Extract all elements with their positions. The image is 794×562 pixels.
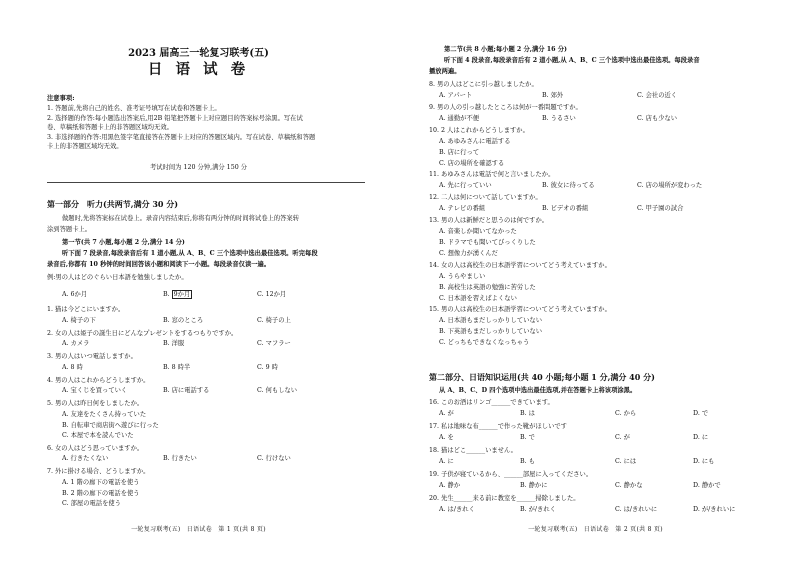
option: B. は — [520, 409, 535, 417]
option: B. 8 時半 — [163, 363, 191, 371]
option: C. 店の場所を確認する — [439, 159, 505, 167]
question: 11. あゆみさんは電話で何と言いましたか。 — [429, 171, 555, 179]
question: 1. 猫は今どこにいますか。 — [47, 306, 125, 313]
question: 6. 女の人はどう思っていますか。 — [47, 444, 144, 452]
option: A. カメラ — [62, 340, 90, 348]
option: B. が/きれく — [520, 505, 556, 513]
option: A. 先に行っていい — [439, 182, 492, 190]
grammar-question: 17. 私は地味な布______で作った靴がほしいです — [429, 422, 567, 430]
option: C. 会社の近く — [637, 91, 678, 99]
option: B. ビデオの番組 — [542, 205, 589, 213]
option: A. が — [439, 409, 454, 417]
grammar-question: 19. 子供が寝ているから、______部屋に入ってください。 — [429, 470, 593, 478]
note-line: 1. 答题前,先将自己的姓名、准考证号填写在试卷和答题卡上。 — [47, 105, 221, 112]
option: C. が — [615, 433, 630, 441]
part1-heading: 第一部分 听力(共两节,满分 30 分) — [47, 199, 179, 209]
option: C. 行けない — [257, 455, 291, 463]
option: C. 9 時 — [257, 363, 278, 371]
option: B. で — [520, 433, 535, 441]
option: B. 窓のところ — [163, 316, 204, 324]
option: C. 想像力が湧くんだ — [439, 249, 498, 257]
option: A. 8 時 — [62, 363, 83, 371]
question: 12. 二人は何について話していますか。 — [429, 194, 542, 202]
option: C. 部屋の電話を使う — [62, 500, 121, 508]
question: 15. 男の人は高校生の日本語学習についてどう考えていますか。 — [429, 306, 611, 314]
section1-heading: 第一节(共 7 小题,每小题 2 分,满分 14 分) — [62, 239, 185, 246]
question: 5. 男の人は昨日何をしましたか。 — [47, 400, 144, 408]
section2-heading: 第二节(共 8 小题;每小题 2 分,满分 16 分) — [444, 46, 568, 53]
exam-page-2 — [397, 0, 794, 562]
option: B. 自転車で商店街へ遊びに行った — [62, 421, 159, 429]
header-divider — [47, 182, 365, 183]
option: A. 静か — [439, 481, 461, 489]
section1-instruction: 听下面 7 段录音,每段录音后有 1 道小题,从 A、B、C 三个选项中选出最佳选项。听完每段 — [62, 250, 318, 257]
option: B. うるさい — [542, 114, 576, 122]
option: C. 日本語を習えばよくない — [439, 294, 517, 302]
page-footer: 一轮复习联考(五) 日语试卷 第 2 页(共 8 页) — [528, 526, 663, 533]
option: A. 行きたくない — [62, 455, 109, 463]
option: C. には — [615, 457, 637, 465]
option: A. アパート — [439, 91, 473, 99]
option: A. に — [439, 457, 454, 465]
option: B. 洋服 — [163, 340, 185, 348]
section2-instruction: 播放两遍。 — [429, 68, 461, 75]
option: A. 通勤が不便 — [439, 114, 480, 122]
option: C. どっちもできなくなっちゃう — [439, 339, 530, 347]
section1-instruction: 录音后,你都有 10 秒钟的时间回答该小题和阅读下一小题。每段录音仅读一遍。 — [47, 261, 271, 268]
option: D. 静かで — [693, 481, 721, 489]
exam-title: 2023 届高三一轮复习联考(五) — [128, 48, 269, 59]
option: B. 店に電話する — [163, 387, 210, 395]
grammar-question: 20. 先生______来る前に教室を______掃除しました。 — [429, 494, 580, 502]
question: 8. 男の人はどこに引っ越しましたか。 — [429, 81, 538, 88]
section2-instruction: 听下面 4 段录音,每段录音后有 2 道小题,从 A、B、C 三个选项中选出最佳选项。每段录音 — [444, 57, 700, 64]
question: 10. 2 人はこれからどうしますか。 — [429, 126, 529, 134]
question: 2. 女の人は姫子の誕生日にどんなプレゼントをするつもりですか。 — [47, 329, 238, 337]
option: B. も — [520, 457, 535, 465]
option: C. 店も少ない — [637, 114, 678, 122]
option: B. 2 階の廊下の電話を使う — [62, 489, 140, 497]
question: 13. 男の人は新鮮だと思うのは何ですか。 — [429, 217, 549, 225]
question: 3. 男の人はいつ電話しますか。 — [47, 353, 137, 361]
notes-heading: 注意事项: — [47, 95, 75, 102]
grammar-question: 18. 猫はどこ______いません。 — [429, 446, 517, 454]
option: D. に — [693, 433, 709, 441]
option: A. 日本語もまだしっかりしていない — [439, 317, 543, 325]
part1-instruction: 做题时,先将答案标在试卷上。录音内容结束后,你将有两分钟的时间将试卷上的答案转 — [62, 215, 299, 222]
option: A. 椅子の下 — [62, 316, 96, 324]
option: B. ドラマでも聞いてびっくりした — [439, 239, 536, 246]
example-option-c: C. 12か月 — [257, 291, 287, 298]
subject-title: 日 语 试 卷 — [147, 61, 250, 78]
option: A. を — [439, 433, 454, 441]
question: 4. 男の人はこれからどうしますか。 — [47, 376, 150, 384]
option: A. 1 階の廊下の電話を使う — [62, 479, 140, 486]
option: A. 友達をたくさん持っていた — [62, 411, 147, 418]
option: D. が/きれいに — [693, 505, 736, 513]
question: 9. 男の人の引っ越したところは何が一番問題ですか。 — [429, 103, 582, 111]
example-option-a: A. 6か月 — [62, 291, 88, 298]
option: C. 静かな — [615, 481, 643, 489]
note-line: 卡上的非答题区域均无效。 — [47, 143, 123, 151]
option: D. にも — [693, 457, 715, 465]
exam-info: 考试时间为 120 分钟,满分 150 分 — [149, 164, 247, 171]
part2-heading: 第二部分、日语知识运用(共 40 小题;每小题 1 分,满分 40 分) — [429, 372, 655, 382]
question: 7. 外に掛ける場合、どうしますか。 — [47, 468, 150, 476]
option: A. 宝くじを買っていく — [62, 387, 128, 395]
option: B. 郊外 — [542, 91, 564, 99]
option: A. うらやましい — [439, 272, 486, 280]
option: A. テレビの番組 — [439, 205, 486, 213]
option: C. 店の場所が変わった — [637, 182, 703, 190]
option: C. 椅子の上 — [257, 316, 291, 324]
option: B. 静かに — [520, 481, 548, 489]
note-line: 卷、草稿纸和答题卡上的非答题区域均无效。 — [47, 124, 173, 132]
option: C. 何もしない — [257, 387, 298, 395]
grammar-question: 16. このお酒はリンゴ______できています。 — [429, 399, 554, 406]
option: D. で — [693, 409, 709, 417]
option: B. 高校生は英語の勉強に苦労した — [439, 283, 536, 291]
example-question: 例:男の人はどのぐらい日本語を勉強しましたか。 — [47, 274, 188, 281]
option: B. 彼女に待ってる — [542, 182, 595, 190]
option: B. 行きたい — [163, 455, 197, 463]
note-line: 3. 非选择题的作答:用黑色签字笔直接答在答题卡上对应的答题区域内。写在试卷、草稿纸和答题 — [47, 133, 316, 141]
option: C. から — [615, 409, 637, 417]
option: B. 店に行って — [439, 148, 480, 156]
part2-instruction: 从 A、B、C、D 四个选项中选出最佳选项,并在答题卡上将该项涂黑。 — [439, 387, 637, 394]
option: B. 下英語もまだしっかりしていない — [439, 328, 543, 336]
note-line: 2. 选择题的作答:每小题选出答案后,用2B 铅笔把答题卡上对应题目的答案标号涂黑。写在试 — [47, 114, 303, 122]
question: 14. 女の人は高校生の日本語学習についてどう考えていますか。 — [429, 261, 611, 269]
option: A. あゆみさんに電話する — [439, 137, 511, 145]
example-answer-box: 9か月 — [173, 291, 191, 298]
example-option-b: B. 9か月 — [163, 291, 191, 298]
option: C. は/きれいに — [615, 505, 658, 513]
part1-instruction: 涂到答题卡上。 — [47, 226, 92, 233]
option: C. 本屋で本を読んでいた — [62, 432, 134, 440]
option: A. 音楽しか聞いてなかった — [439, 228, 517, 236]
option: C. 甲子園の試合 — [637, 205, 684, 213]
page-footer: 一轮复习联考(五) 日语试卷 第 1 页(共 8 页) — [131, 526, 266, 533]
option: A. は/きれく — [439, 505, 475, 513]
option: C. マフラー — [257, 340, 291, 348]
